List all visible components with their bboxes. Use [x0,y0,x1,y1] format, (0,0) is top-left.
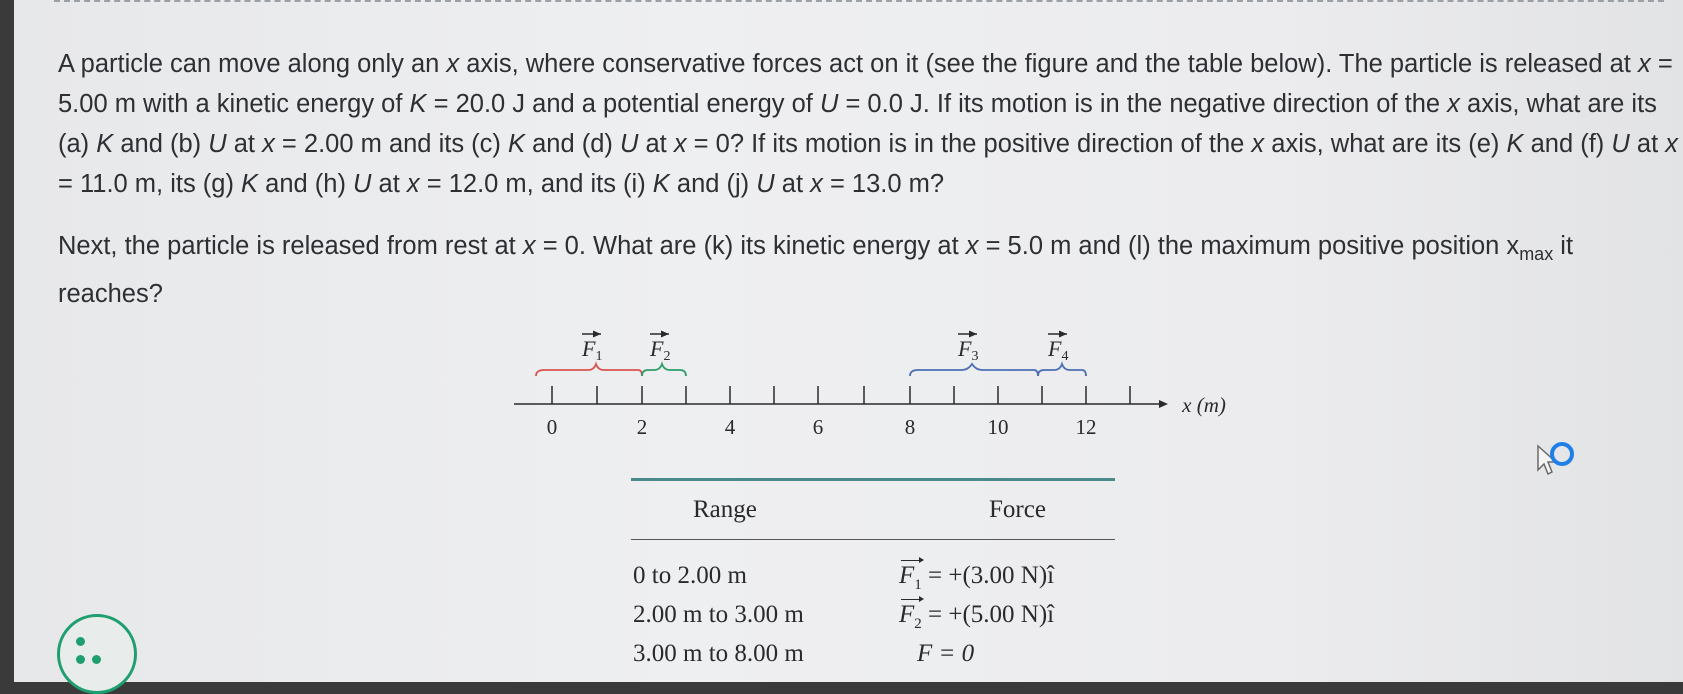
loading-ring-icon [1550,442,1574,466]
brace-f4 [1038,364,1086,376]
axis-label: x (m) [1182,393,1226,417]
brace-f1 [536,364,642,376]
force-label-f1 [581,334,602,364]
brace-f2 [642,364,686,376]
force-label-f4 [1047,334,1068,364]
row-force: $F_1 = +(3.00$ N)î [899,562,1055,593]
force-axis-figure [14,320,1683,450]
table-header-rule [631,539,1115,540]
table-row [631,554,1115,593]
row-force: F = 0 [917,640,975,667]
question-paragraph-2: Next, the particle is released from rest at x = 0. What are (k) its kinetic energy at x = 5.0 m and (l) the maximum positive position $x_{max}$ it reaches? [58,232,1574,308]
tick-label-4: 4 [724,415,736,439]
force-label-f2 [649,334,670,364]
header-force: Force [989,496,1046,523]
tick-label-8: 8 [904,415,916,439]
force-table [631,478,1115,671]
row-range: 0 to 2.00 m [633,562,747,589]
screen [14,0,1683,682]
tick-label-2: 2 [636,415,648,439]
svg-text:F1: F1 [582,336,603,364]
tick-label-10: 10 [987,415,1009,439]
question-text [58,44,1678,314]
svg-text:F3: F3 [958,336,979,364]
svg-text:F4: F4 [1048,336,1069,364]
top-dashed-border [54,0,1664,2]
row-range: 3.00 m to 8.00 m [633,640,804,667]
force-label-f3 [957,334,978,364]
tick-label-0: 0 [546,415,558,439]
x-axis-arrowhead [1159,400,1168,408]
table-row [631,632,1115,671]
header-range: Range [693,496,757,523]
axis-ticks [552,386,1130,404]
table-row [631,593,1115,632]
tick-label-6: 6 [812,415,824,439]
svg-text:F2: F2 [650,336,671,364]
tick-label-12: 12 [1075,415,1097,439]
table-header-row [631,481,1115,539]
row-force: $F_2 = +(5.00$ N)î [899,601,1055,632]
cookie-settings-icon[interactable] [57,614,137,694]
row-range: 2.00 m to 3.00 m [633,601,804,628]
question-paragraph-1: A particle can move along only an x axis, where conservative forces act on it (see the figure and the table below). The particle is released at x = 5.00 m with a kinetic energy of K = 20.0 J and a potential energy of U = 0.0 J. If its motion is in the negative direction of the x axis, what are its (a) K and (b) U at x = 2.00 m and its (c) K and (d) U at x = 0? If its motion is in the positive direction of the x axis, what are its (e) K and (f) U at x = 11.0 m, its (g) K and (h) U at x = 12.0 m, and its (i) K and (j) U at x = 13.0 m? [58,50,1678,198]
brace-f3 [910,364,1038,376]
